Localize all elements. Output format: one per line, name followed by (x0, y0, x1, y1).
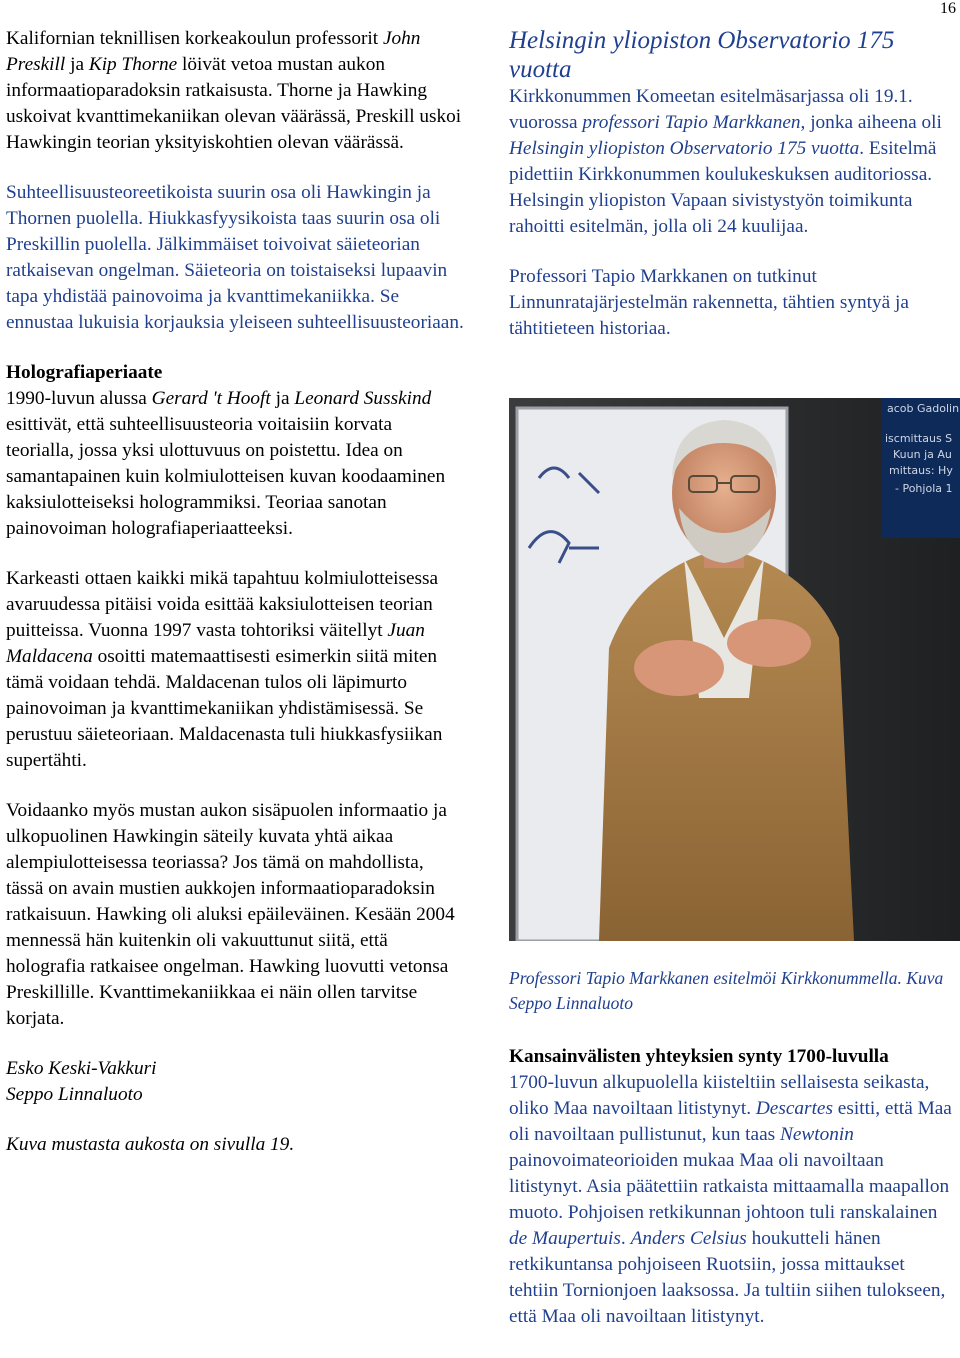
lecture-photo (509, 398, 960, 941)
board-text-2: iscmittaus S (885, 432, 953, 445)
left-column (6, 26, 464, 1158)
lecture-photo-illustration (509, 398, 960, 941)
board-text-3: Kuun ja Au (893, 448, 952, 461)
author-line-2: Seppo Linnaluoto (6, 1084, 143, 1105)
paragraph-markkanen: Professori Tapio Markkanen on tutkinut Linnunratajärjestelmän rakennetta, tähtien syntyä ja tähtitieteen historiaa. (509, 266, 909, 339)
paragraph-preskill-bet: Kalifornian teknillisen korkeakoulun professorit John Preskill ja Kip Thorne löivät vetoa mustan aukon informaatioparadoksin ratkaisusta. Thorne ja Hawking uskoivat kvanttimekaniikan olevan väärässä, Preskill uskoi Hawkingin teorian yksityiskohtien olevan väärässä. (6, 28, 462, 153)
heading-1700s: Kansainvälisten yhteyksien synty 1700-luvulla (509, 1046, 889, 1067)
board-text-5: - Pohjola 1 (895, 482, 953, 495)
image-note: Kuva mustasta aukosta on sivulla 19. (6, 1134, 295, 1155)
heading-holography: Holografiaperiaate (6, 362, 163, 383)
paragraph-earth-shape: 1700-luvun alkupuolella kiisteltiin sellaisesta seikasta, oliko Maa navoiltaan litistynyt. Descartes esitti, että Maa oli navoiltaan pullistunut, kun taas Newtonin painovoimateorioiden mukaa Maa oli navoiltaan litistynyt. Asia päätettiin ratkaista mittaamalla maapallon muoto. Pohjoisen retkikunnan johtoon tuli ranskalainen de Maupertuis. Anders Celsius houkutteli hänen retkikuntansa pohjoiseen Ruotsiin, jossa mittaukset tehtiin Tornionjoen laaksossa. Ja tultiin siihen tulokseen, että Maa oli navoiltaan litistynyt. (509, 1072, 952, 1327)
paragraph-maldacena: Karkeasti ottaen kaikki mikä tapahtuu kolmiulotteisessa avaruudessa pitäisi voida esittää kaksiulotteisen teorian puitteissa. Vuonna 1997 vasta tohtoriksi väitellyt Juan Maldacena osoitti matemaattisesti esimerkin siitä miten tämä voidaan tehdä. Maldacenan tulos oli läpimurto painovoiman ja kvanttimekaniikan yhdistämisessä. Se perustuu säieteoriaan. Maldacenasta tuli hiukkasfysiikan supertähti. (6, 568, 443, 771)
author-line-1: Esko Keski-Vakkuri (6, 1058, 157, 1079)
right-column-bottom (509, 1044, 955, 1330)
page-number: 16 (940, 0, 956, 17)
board-text-1: acob Gadolin (887, 402, 960, 415)
board-text-4: mittaus: Hy (889, 464, 953, 477)
paragraph-hawking-concession: Voidaanko myös mustan aukon sisäpuolen informaatio ja ulkopuolinen Hawkingin säteily kuvata yhtä aikaa alempiulotteisessa teoriassa? Jos tämä on mahdollista, tässä on avain mustien aukkojen informaatioparadoksin ratkaisuun. Hawking oli aluksi epäileväinen. Kesään 2004 mennessä hän kuitenkin oli vakuuttunut siitä, että holografia ratkaisee ongelman. Hawking luovutti vetonsa Preskillille. Kvanttimekaniikkaa ei näin ollen tarvitse korjata. (6, 800, 455, 1029)
paragraph-lecture: Kirkkonummen Komeetan esitelmäsarjassa oli 19.1. vuorossa professori Tapio Markkanen, jonka aiheena oli Helsingin yliopiston Observatorio 175 vuotta. Esitelmä pidettiin Kirkkonummen koulukeskuksen auditoriossa. Helsingin yliopiston Vapaan sivistystyön toimikunta rahoitti esitelmän, jolla oli 24 kuulijaa. (509, 86, 942, 237)
photo-caption: Professori Tapio Markkanen esitelmöi Kirkkonummella. Kuva Seppo Linnaluoto (509, 968, 944, 1013)
paragraph-relativists: Suhteellisuusteoreetikoista suurin osa oli Hawkingin ja Thornen puolella. Hiukkasfyysikoista taas suurin osa oli Preskillin puolella. Jälkimmäiset toivoivat säieteorian ratkaisevan ongelman. Säieteoria on toistaiseksi lupaavin tapa yhdistää painovoima ja kvanttimekaniikka. Se ennustaa lukuisia korjauksia yleiseen suhteellisuusteoriaan. (6, 182, 464, 333)
heading-observatory: Helsingin yliopiston Observatorio 175 vuotta (509, 27, 895, 83)
right-column-top (509, 26, 955, 342)
paragraph-holography: 1990-luvun alussa Gerard 't Hooft ja Leonard Susskind esittivät, että suhteellisuusteoria voitaisiin korvata teorialla, jossa yksi ulottuvuus on poistettu. Idea on samantapainen kuin kolmiulotteisen kuvan koodaaminen kaksiulotteiseksi hologrammiksi. Teoriaa sanotan painovoiman holografiaperiaatteeksi. (6, 388, 446, 539)
